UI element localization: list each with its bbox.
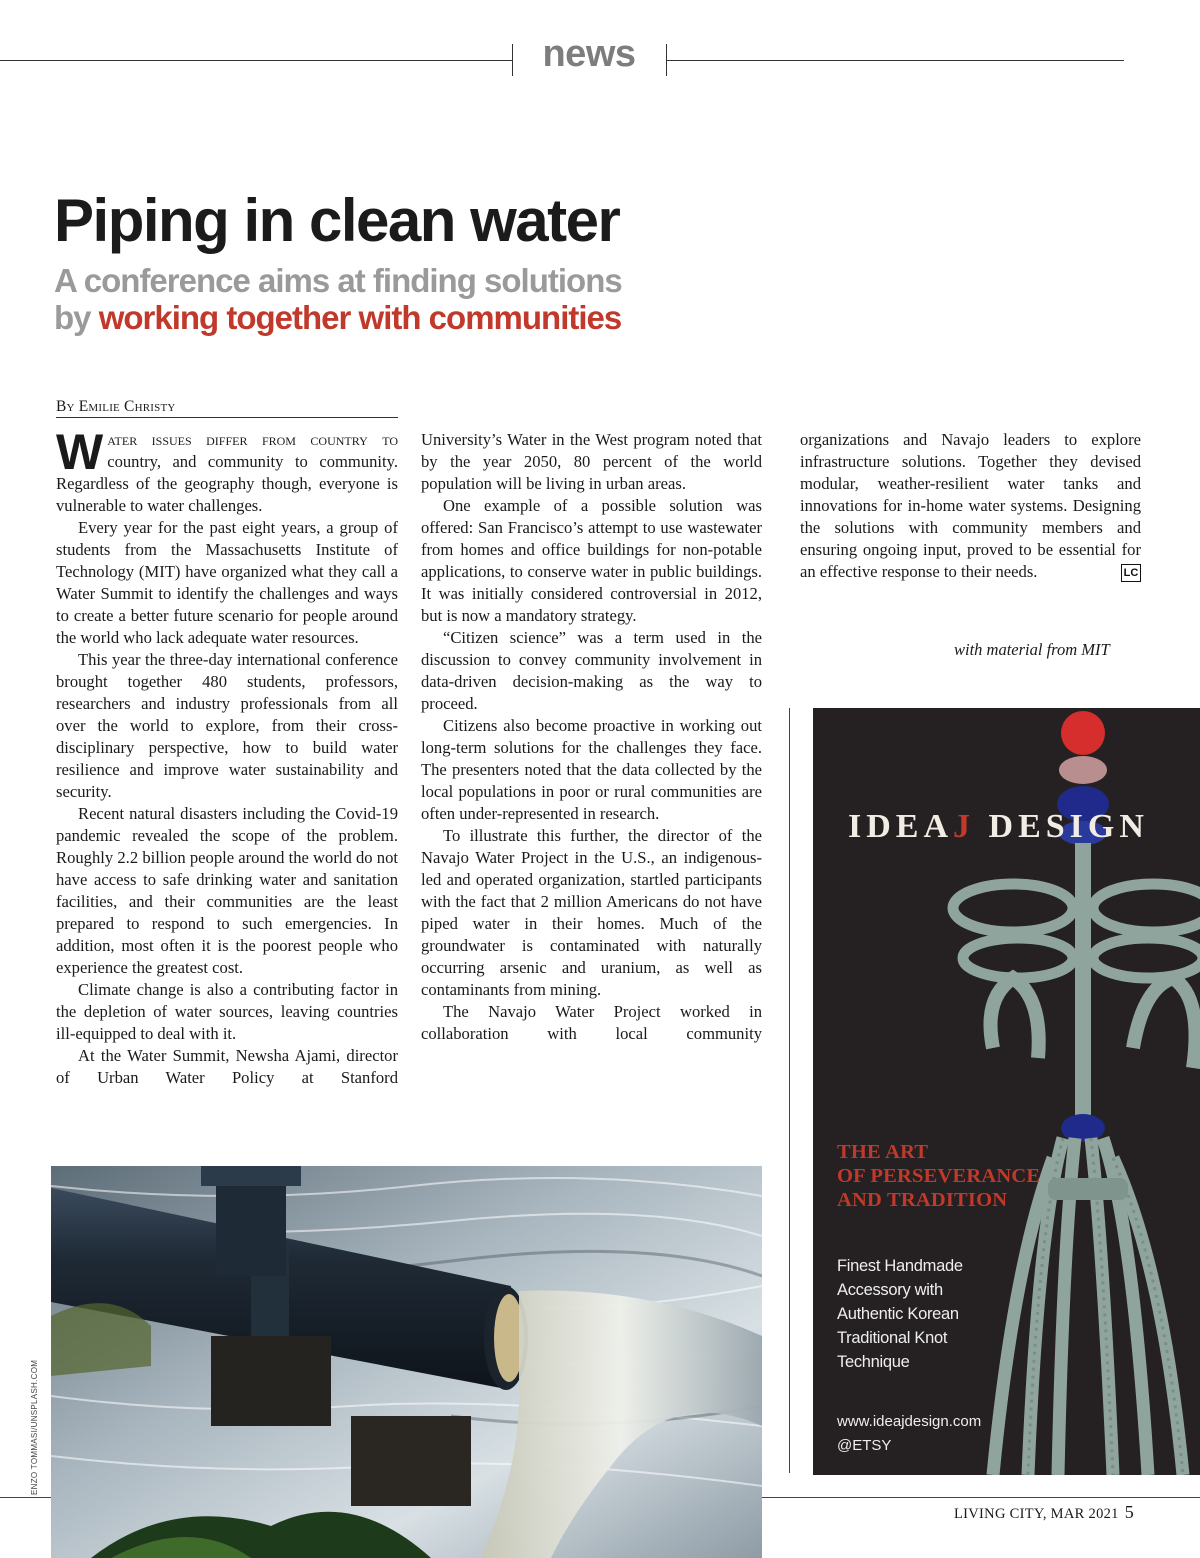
photo-credit-text: ENZO TOMMASI/UNSPLASH.COM [30,1359,39,1495]
ad-tagline-line: AND TRADITION [837,1189,1008,1211]
ad-brand-accent: J [953,808,976,845]
article-headline: Piping in clean water [54,187,620,254]
page-number: 5 [1124,1502,1135,1522]
paragraph-continued [800,429,1141,583]
paragraph: Climate change is also a contributing factor in the depletion of water sources, leaving countries ill-equipped to deal with it. [56,980,398,1043]
paragraph: “Citizen science” was a term used in the discussion to convey community involvement in data-driven decision-making as the way to proceed. [421,628,762,713]
paragraph: Citizens also become proactive in working out long-term solutions for the challenges they face. The presenters noted that the data collected by the local populations in poor or rural communities are often under-represented in research. [421,716,762,823]
paragraph-text: organizations and Navajo leaders to explore infrastructure solutions. Together they devised modular, weather-resilient water tanks and innovations for in-home water systems. Designing the solutions with community members and ensuring ongoing input, proved to be essential for an effective response to their needs. [800,430,1141,581]
lead-smallcaps: ater issues differ from country to [107,430,398,449]
ad-description-line: Technique [837,1353,910,1371]
deck-prefix: by [54,299,99,336]
photo-credit [30,1355,44,1495]
ad-website-link[interactable]: www.ideajdesign.com [837,1413,982,1430]
paragraph: Every year for the past eight years, a group of students from the Massachusetts Institute of Technology (MIT) have organized what they call a Water Summit to identify the challenges and ways to create a better future scenario for people around the world who lack adequate water resources. [56,518,398,647]
paragraph: At the Water Summit, Newsha Ajami, director of Urban Water Policy at Stanford [56,1046,398,1087]
deck-line: A conference aims at finding solutions [54,262,622,299]
article-column-1 [56,424,398,1089]
article-deck [54,262,622,336]
paragraph: To illustrate this further, the director of the Navajo Water Project in the U.S., an indigenous-led and operated organization, startled participants with the fact that 2 million Americans do not have piped water in their homes. Much of the groundwater is contaminated with naturally occurring arsenic and uranium, as well as contaminants from mining. [421,826,762,999]
footer-rule [0,1497,51,1498]
ad-brand-text: DESIGN [975,808,1149,845]
paragraph: One example of a possible solution was offered: San Francisco’s attempt to use wastewater from homes and office buildings for non-potable applications, to conserve water in public buildings. It was initially considered controversial in 2012, but is now a mandatory strategy. [421,496,762,625]
byline-name: Emilie Christy [78,398,176,415]
paragraph-continued: University’s Water in the West program noted that by the year 2050, 80 percent of the world population will be living in urban areas. [421,430,762,493]
advertisement[interactable] [813,708,1200,1475]
footer-rule [762,1497,1200,1498]
end-mark-icon: LC [1121,564,1141,582]
deck-accent: working together with communities [98,299,622,336]
ad-tagline-line: THE ART [837,1141,929,1163]
ad-contact [837,1410,981,1458]
article-photo [51,1166,762,1558]
lead-text: country, and community to community. Regardless of the geography though, everyone is vulnerable to water challenges. [56,452,398,515]
header-rule-left [0,60,512,61]
ad-description-line: Traditional Knot [837,1329,948,1347]
ad-tagline [837,1140,1040,1212]
byline-prefix: By [56,398,79,415]
ad-brand-logo [848,808,1149,846]
paragraph: This year the three-day international conference brought together 480 students, professors, researchers and industry professionals from all over the world to explore, from their cross-disciplinary perspective, how to build water resilience and improve water sustainability and security. [56,650,398,801]
deck-line [54,299,622,336]
drop-cap: W [56,424,104,480]
header-rule-right [666,60,1124,61]
ad-brand-text: IDEA [848,808,954,845]
ad-description-line: Accessory with [837,1281,943,1299]
publication-name: LIVING CITY, MAR 2021 [954,1506,1119,1522]
ad-description-line: Finest Handmade [837,1257,963,1275]
lead-paragraph [56,424,398,517]
page-folio [954,1502,1134,1523]
pipe-water-illustration [51,1166,762,1558]
article-column-3 [800,429,1141,583]
ad-description-line: Authentic Korean [837,1305,959,1323]
ad-etsy-link[interactable]: @ETSY [837,1437,892,1454]
ad-description [837,1254,963,1374]
ad-tagline-line: OF PERSEVERANCE [837,1165,1041,1187]
article-column-2 [421,429,762,1045]
paragraph: The Navajo Water Project worked in collaboration with local community [421,1002,762,1043]
byline [56,398,398,418]
section-label: news [542,33,636,75]
column-divider [789,708,790,1473]
paragraph: Recent natural disasters including the Covid-19 pandemic revealed the scope of the problem. Roughly 2.2 billion people around the world do not have access to safe drinking water and sanitation facilities, and their communities are the least prepared to respond to such emergencies. In addition, most often it is the poorest people who experience the greatest cost. [56,804,398,977]
source-credit: with material from MIT [954,640,1110,659]
